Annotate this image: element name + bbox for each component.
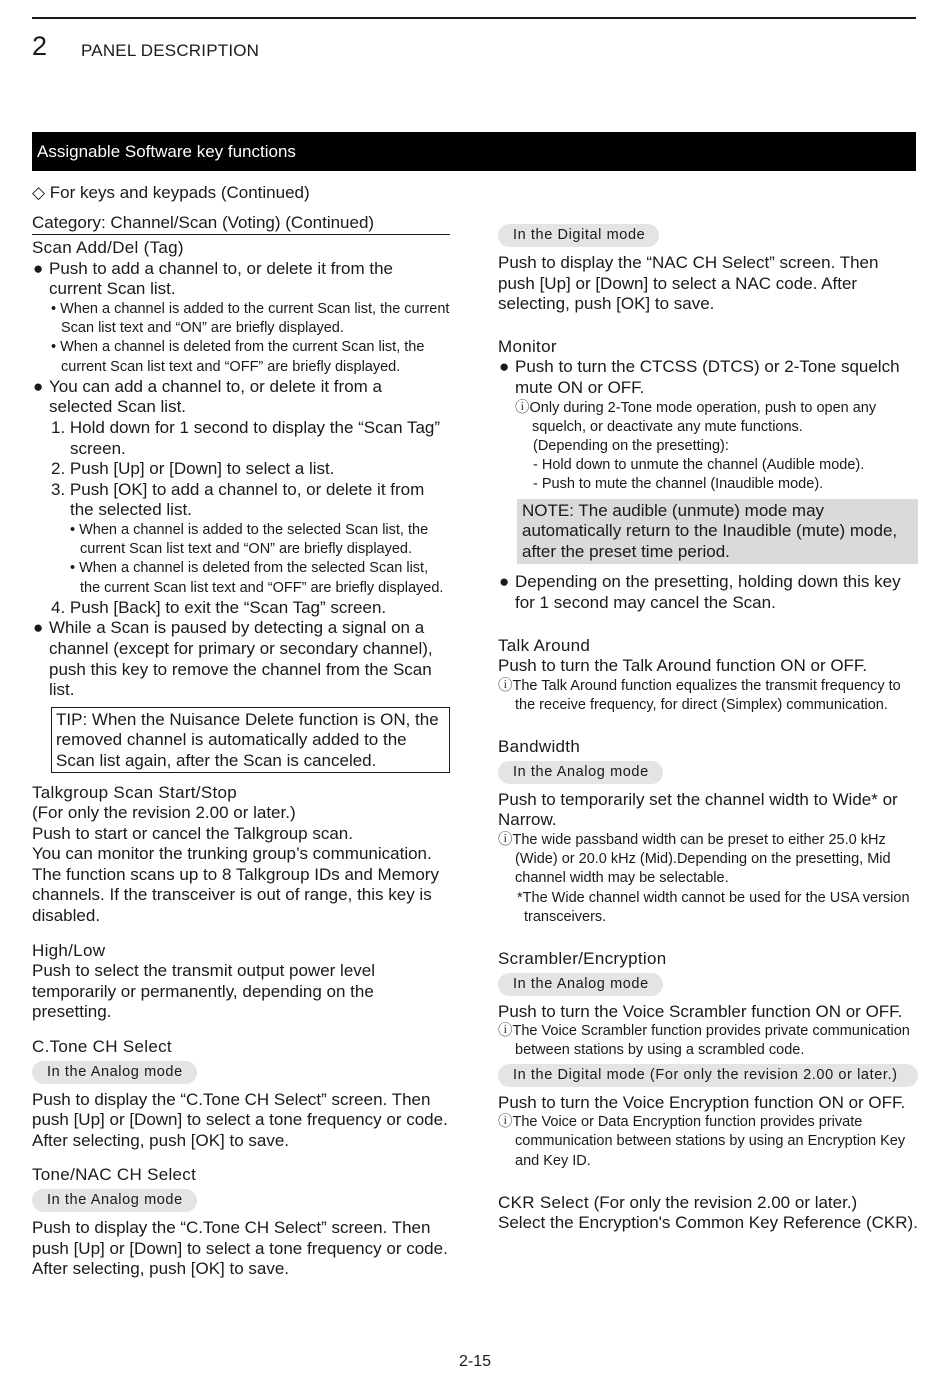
left-column [32, 183, 450, 1280]
paragraph: Push to start or cancel the Talkgroup scan. [32, 823, 353, 843]
bullet-icon: ● [499, 357, 510, 377]
tip-box: TIP: When the Nuisance Delete function is ON, the removed channel is automatically added to the Scan list again, after the Scan is canceled. [51, 707, 450, 773]
info-note: - Push to mute the channel (Inaudible mode). [533, 476, 824, 493]
tone-nac-title: Tone/NAC CH Select [32, 1165, 197, 1185]
bullet-icon: ● [499, 572, 510, 592]
paragraph: Push to display the “C.Tone CH Select” screen. Then push [Up] or [Down] to select a tone frequency or code. After selecting, push [OK] to save. [32, 1089, 448, 1150]
ckr-title-suffix: (For only the revision 2.00 or later.) [588, 1192, 858, 1212]
sub-bullet: • When a channel is added to the selected Scan list, the current Scan list text and “ON” are briefly displayed. [70, 521, 429, 558]
ctone-title: C.Tone CH Select [32, 1037, 172, 1057]
ckr-heading [498, 1193, 918, 1214]
scan-add-del-title: Scan Add/Del (Tag) [32, 238, 184, 258]
bullet-item: ● Depending on the presetting, holding down this key for 1 second may cancel the Scan. [499, 572, 901, 612]
mode-badge: In the Analog mode [498, 973, 663, 996]
page-number: 2-15 [458, 1353, 492, 1370]
paragraph: Push to display the “NAC CH Select” screen. Then push [Up] or [Down] to select a NAC code. After selecting, push [OK] to save. [498, 253, 879, 314]
bullet-icon: ● [33, 258, 44, 278]
footnote: *The Wide channel width cannot be used for the USA version transceivers. [517, 889, 910, 925]
paragraph: (For only the revision 2.00 or later.) [32, 803, 296, 823]
paragraph: Push to select the transmit output power level temporarily or permanently, depending on the presetting. [32, 961, 376, 1022]
scrambler-title: Scrambler/Encryption [498, 948, 667, 968]
talk-around-title: Talk Around [498, 635, 591, 655]
sub-bullet: • When a channel is added to the current Scan list, the current Scan list text and “ON” are briefly displayed. [51, 300, 450, 337]
info-note: - Hold down to unmute the channel (Audible mode). [533, 457, 865, 474]
mode-badge: In the Analog mode [32, 1061, 197, 1084]
bullet-icon: ● [33, 618, 44, 638]
sub-bullet: • When a channel is deleted from the selected Scan list, the current Scan list text and “OFF” are briefly displayed. [70, 560, 444, 596]
info-note: ⓘThe Talk Around function equalizes the transmit frequency to the receive frequency, for direct (Simplex) communication. [498, 677, 901, 713]
section-banner: Assignable Software key functions [32, 132, 916, 171]
paragraph: Push to display the “C.Tone CH Select” screen. Then push [Up] or [Down] to select a tone frequency or code. After selecting, push [OK] to save. [32, 1218, 448, 1279]
info-note: (Depending on the presetting): [533, 437, 729, 454]
paragraph: Push to turn the Voice Scrambler function ON or OFF. [498, 1001, 903, 1021]
step-item: 3. Push [OK] to add a channel to, or delete it from the selected list. [51, 479, 425, 520]
bullet-item: ● While a Scan is paused by detecting a signal on a channel (except for primary or secondary channel), push this key to remove the channel from the Scan list. [33, 618, 433, 700]
category-heading: Category: Channel/Scan (Voting) (Continued) [32, 213, 450, 236]
paragraph: You can monitor the trunking group’s communication. The function scans up to 8 Talkgroup IDs and Memory channels. If the transceiver is out of range, this key is disabled. [32, 844, 439, 926]
note-box: NOTE: The audible (unmute) mode may automatically return to the Inaudible (mute) mode, after the preset time period. [517, 499, 918, 565]
paragraph: Push to temporarily set the channel width to Wide* or Narrow. [498, 789, 898, 830]
talkgroup-title: Talkgroup Scan Start/Stop [32, 782, 238, 802]
step-item: 4. Push [Back] to exit the “Scan Tag” screen. [51, 597, 387, 617]
info-note: ⓘThe Voice Scrambler function provides private communication between stations by using a scrambled code. [498, 1023, 910, 1059]
paragraph: Select the Encryption's Common Key Reference (CKR). [498, 1213, 918, 1233]
section-heading: ◇ For keys and keypads (Continued) [32, 183, 310, 202]
mode-badge: In the Digital mode (For only the revision 2.00 or later.) [498, 1064, 918, 1087]
bandwidth-title: Bandwidth [498, 737, 581, 757]
bullet-icon: ● [33, 376, 44, 396]
monitor-title: Monitor [498, 336, 557, 356]
bullet-item: ● You can add a channel to, or delete it from a selected Scan list. [33, 376, 382, 417]
sub-bullet: • When a channel is deleted from the current Scan list, the current Scan list text and “OFF” are briefly displayed. [51, 339, 425, 375]
mode-badge: In the Analog mode [498, 761, 663, 784]
paragraph: Push to turn the Voice Encryption function ON or OFF. [498, 1092, 906, 1112]
step-item: 1. Hold down for 1 second to display the “Scan Tag” screen. [51, 417, 441, 458]
info-note: ⓘOnly during 2-Tone mode operation, push to open any squelch, or deactivate any mute functions. [515, 399, 877, 435]
step-item: 2. Push [Up] or [Down] to select a list. [51, 459, 335, 479]
right-column [498, 221, 918, 1234]
chapter-number: 2 [32, 31, 48, 61]
bullet-item: ● Push to turn the CTCSS (DTCS) or 2-Tone squelch mute ON or OFF. [499, 357, 900, 397]
info-note: ⓘThe Voice or Data Encryption function provides private communication between stations by using an Encryption Key and Key ID. [498, 1114, 906, 1169]
paragraph: Push to turn the Talk Around function ON or OFF. [498, 656, 868, 676]
high-low-title: High/Low [32, 940, 106, 960]
bullet-item: ● Push to add a channel to, or delete it from the current Scan list. [33, 258, 393, 299]
mode-badge: In the Analog mode [32, 1189, 197, 1212]
mode-badge: In the Digital mode [498, 224, 659, 247]
ckr-title: CKR Select [498, 1192, 589, 1212]
top-rule [32, 17, 916, 19]
info-note: ⓘThe wide passband width can be preset to either 25.0 kHz (Wide) or 20.0 kHz (Mid).Depending on the presetting, Mid channel width may be selectable. [498, 831, 891, 887]
chapter-title: PANEL DESCRIPTION [81, 41, 260, 60]
